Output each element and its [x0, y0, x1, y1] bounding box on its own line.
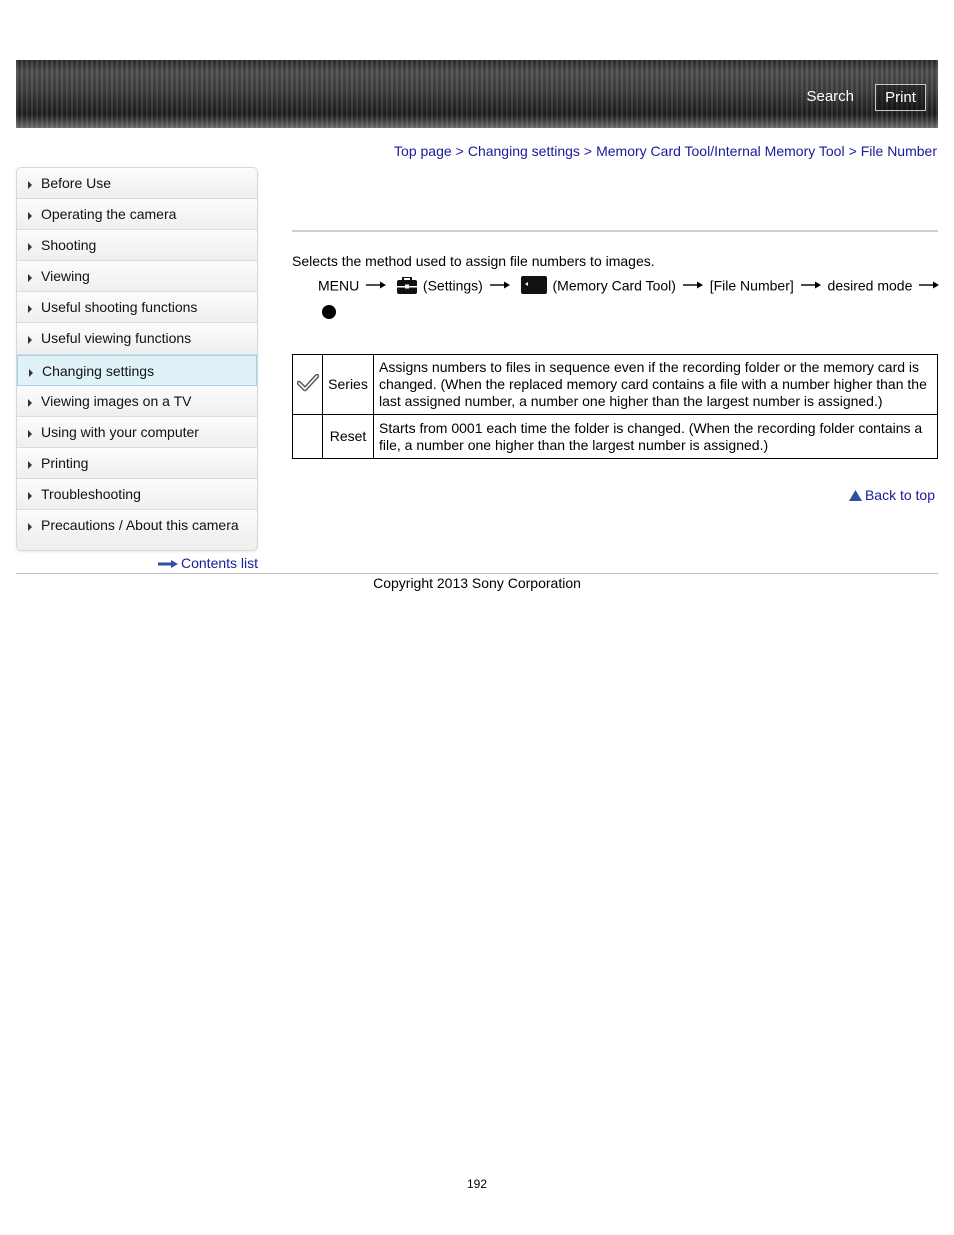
- sidebar-item-label: Using with your computer: [41, 423, 199, 440]
- option-description: Assigns numbers to files in sequence even if the recording folder or the memory card is changed. (When the replaced memory card contains a file with a number higher than the last assigned number, a number one higher than the largest number is assigned.): [374, 355, 938, 415]
- settings-label: (Settings): [422, 277, 483, 294]
- sidebar-item-label: Useful shooting functions: [41, 299, 198, 316]
- desired-mode-label: desired mode: [827, 277, 913, 294]
- sidebar-item-troubleshooting[interactable]: [17, 479, 257, 510]
- flow-arrow-icon: [365, 281, 387, 289]
- file-number-label: [File Number]: [709, 277, 794, 294]
- sidebar-nav: [16, 167, 258, 551]
- flow-arrow-icon: [682, 281, 704, 289]
- breadcrumb-file-number[interactable]: File Number: [860, 143, 937, 159]
- sidebar-item-label: Useful viewing functions: [41, 330, 192, 347]
- table-row: [293, 415, 938, 459]
- default-mark-cell: [293, 415, 323, 459]
- sidebar-item-useful-viewing-functions[interactable]: [17, 323, 257, 354]
- option-description: Starts from 0001 each time the folder is changed. (When the recording folder contains a file, a number one higher than the largest number is assigned.): [374, 415, 938, 459]
- contents-arrow-icon: [158, 560, 178, 568]
- breadcrumb: [394, 143, 937, 159]
- sidebar-item-viewing[interactable]: [17, 261, 257, 292]
- triangle-right-icon: [28, 212, 32, 220]
- sidebar-item-label: Troubleshooting: [41, 485, 141, 502]
- sidebar-item-precautions[interactable]: [17, 510, 257, 541]
- triangle-right-icon: [28, 274, 32, 282]
- sidebar-item-label: Viewing images on a TV: [41, 392, 192, 409]
- triangle-right-icon: [28, 336, 32, 344]
- footer-divider: [16, 573, 938, 574]
- search-link[interactable]: Search: [806, 88, 854, 105]
- triangle-right-icon: [28, 461, 32, 469]
- back-to-top-label: Back to top: [864, 487, 935, 503]
- option-name: Series: [323, 355, 374, 415]
- triangle-right-icon: [28, 523, 32, 531]
- sidebar-item-before-use[interactable]: [17, 168, 257, 199]
- breadcrumb-separator: >: [583, 143, 593, 159]
- flow-arrow-icon: [918, 281, 940, 289]
- triangle-right-icon: [28, 492, 32, 500]
- print-button[interactable]: Print: [875, 84, 926, 111]
- contents-list-label: Contents list: [181, 555, 259, 571]
- center-button-dot-icon: [322, 305, 336, 319]
- breadcrumb-memory-card-tool[interactable]: Memory Card Tool/Internal Memory Tool: [596, 143, 845, 159]
- settings-toolbox-icon: [397, 277, 417, 294]
- memory-card-icon: [521, 276, 547, 294]
- sidebar-item-using-with-your-computer[interactable]: [17, 417, 257, 448]
- memory-card-tool-label: (Memory Card Tool): [552, 277, 676, 294]
- sidebar-item-printing[interactable]: [17, 448, 257, 479]
- options-table: [292, 354, 938, 459]
- triangle-right-icon: [28, 181, 32, 189]
- menu-path: [318, 276, 942, 300]
- triangle-right-icon: [28, 243, 32, 251]
- sidebar-item-label: Viewing: [41, 268, 90, 285]
- flow-arrow-icon: [800, 281, 822, 289]
- breadcrumb-changing-settings[interactable]: Changing settings: [467, 143, 580, 159]
- page-number: 192: [466, 1177, 488, 1191]
- sidebar-item-label: Operating the camera: [41, 206, 177, 223]
- triangle-right-icon: [28, 430, 32, 438]
- menu-label: MENU: [318, 277, 360, 294]
- flow-arrow-icon: [489, 281, 511, 289]
- intro-text: Selects the method used to assign file numbers to images.: [292, 253, 655, 269]
- checkmark-icon: [297, 374, 319, 392]
- default-mark-cell: [293, 355, 323, 415]
- sidebar-item-label: Before Use: [41, 175, 112, 191]
- up-triangle-icon: [849, 490, 862, 501]
- sidebar-item-label: Printing: [41, 454, 89, 471]
- breadcrumb-top-page[interactable]: Top page: [394, 143, 452, 159]
- triangle-right-icon: [28, 305, 32, 313]
- sidebar-item-shooting[interactable]: [17, 230, 257, 261]
- triangle-right-icon: [29, 369, 33, 377]
- copyright-text: Copyright 2013 Sony Corporation: [373, 575, 581, 591]
- title-divider: [292, 230, 938, 232]
- option-name: Reset: [323, 415, 374, 459]
- table-row: [293, 355, 938, 415]
- sidebar-item-changing-settings[interactable]: [17, 355, 257, 386]
- triangle-right-icon: [28, 399, 32, 407]
- sidebar-item-label: Shooting: [41, 237, 97, 254]
- back-to-top-link[interactable]: [849, 487, 935, 503]
- sidebar-item-label: Changing settings: [42, 362, 155, 379]
- header-bar: [16, 60, 938, 128]
- sidebar-item-label: Precautions / About this camera: [41, 517, 239, 534]
- sidebar-item-operating-the-camera[interactable]: [17, 199, 257, 230]
- sidebar-item-useful-shooting-functions[interactable]: [17, 292, 257, 323]
- breadcrumb-separator: >: [848, 143, 857, 159]
- contents-list-link[interactable]: [158, 555, 258, 571]
- breadcrumb-separator: >: [455, 143, 464, 159]
- sidebar-item-viewing-images-on-a-tv[interactable]: [17, 386, 257, 417]
